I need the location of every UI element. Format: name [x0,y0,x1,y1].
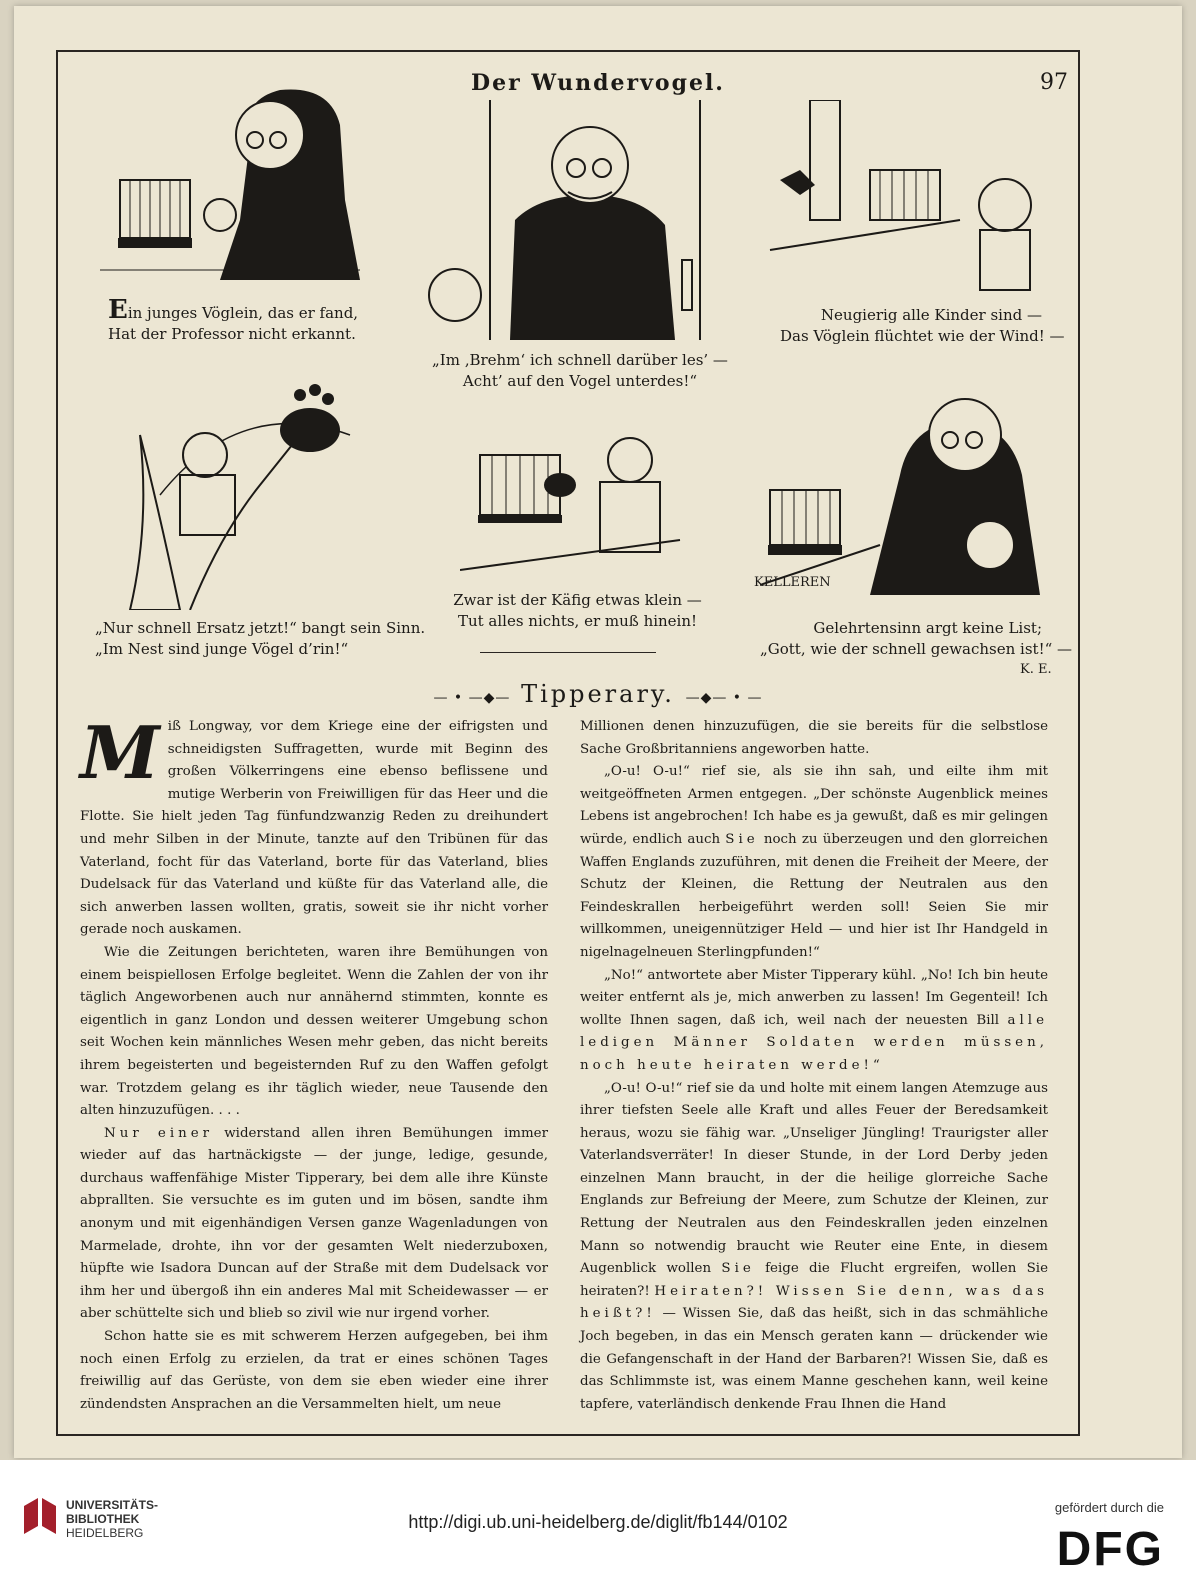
panel-professor-finds-bird [100,80,370,295]
panel-2-caption: „Im ‚Brehm‘ ich schnell darüber les’ — Acht’ auf den Vogel unterdes!“ [432,351,728,390]
panel-3-caption: Neugierig alle Kinder sind — Das Vöglein flüchtet wie der Wind! — [780,306,1065,345]
article-title-row [0,680,1196,708]
article-column-left [80,710,548,1416]
panel-1-caption: Ein junges Vöglein, das er fand, Hat der Professor nicht erkannt. [108,295,359,343]
funding-note: gefördert durch die [1054,1500,1164,1515]
panel-5-caption: Zwar ist der Käfig etwas klein — Tut alles nichts, er muß hinein! [453,591,702,630]
running-title: Der Wundervogel. [471,70,725,96]
panel-6-caption: Gelehrtensinn argt keine List; „Gott, wie der schnell gewachsen ist!“ — [760,619,1073,658]
article-title: Tipperary. [521,680,675,708]
author-initials: K. E. [1020,662,1052,677]
paragraph: „O-u! O-u!“ rief sie da und holte mit einem langen Atemzuge aus ihrer tiefsten Seele alle Kraft und alles Feuer der Beredsamkeit heraus, wozu sie fähig war. „Unseliger Jüngling! Traurigster aller Vaterlandsverräter! In dieser Stunde, in der Lord Derby jeden einzelnen Mann braucht, in der die heilige glorreiche Sache Englands zur Befreiung der Meere, zum Schutze der Kleinen, zur Rettung der Neutralen aus den Feindeskrallen jeden einzelnen Mann so notwendig braucht wie Reuter eine Ente, in diesem Augenblick wollen Sie feige die Flucht ergreifen, wollen Sie heiraten?! Heiraten?! Wissen Sie denn, was das heißt?! — Wissen Sie, daß das heißt, sich in das schmähliche Joch begeben, in das ein Mensch geraten kann — drückender wie die Gefangenschaft in der Hand der Barbaren?! Wissen Sie, daß es das Schlimmste ist, was einem Manne geschehen kann, weil keine tapfere, vaterländisch denkende Frau Ihnen die Hand [580,1080,1048,1412]
paragraph: Schon hatte sie es mit schwerem Herzen aufgegeben, bei ihm noch einen Erfolg zu erzielen, da trat er eines schönen Tages freiwillig auf das Gerüste, von dem sie eben wieder eine ihrer zündendsten Ansprachen an die Versammelten hielt, um neue [80,1329,548,1412]
paragraph: Millionen denen hinzuzufügen, die sie bereits für die selbstlose Sache Großbritanniens angeworben hatte. [580,719,1048,757]
title-ornament-left: — • —◆— [433,690,511,706]
panel-boy-fills-cage [460,430,700,590]
caption-initial: E [108,295,128,325]
paragraph: „O-u! O-u!“ rief sie, als sie ihn sah, und eilte ihm mit weitgeöffneten Armen entgegen. „Der schönste Augenblick meines Lebens ist angebrochen! Ich habe es ja gewußt, daß es mir gelingen würde, endlich auch Sie noch zu überzeugen und den glorreichen Waffen Englands zuzuführen, mit denen die Freiheit der Meere, der Schutz der Kleinen, die Rettung der Neutralen aus den Feindeskrallen herbeigeführt werden soll! Seien Sie mir willkommen, uneigennütziger Held — und hier ist Ihr Handgeld in nigelnagelneuen Sterlingpfunden!“ [580,764,1048,960]
article-column-right [580,716,1048,1416]
viewer-footer [0,1460,1196,1588]
drop-initial: M [80,710,160,795]
panel-divider [480,652,656,653]
artist-signature: KELLEREN [754,575,831,590]
panel-boy-climbs-tree [100,375,390,610]
panel-bird-escapes [760,100,1050,295]
panel-professor-leaves [420,100,710,340]
panel-professor-amazed [754,385,1050,605]
paragraph: Wie die Zeitungen berichteten, waren ihre Bemühungen von einem beispiellosen Erfolge begleitet. Wenn die Zahlen der von ihr täglich Angeworbenen auch nur annähernd stimmten, konnte es eigentlich in ganz London und dessen weiterer Umgebung schon seit Wochen kein männliches Wesen mehr geben, das nicht bereits ihrem begeisterten und begeisternden Ruf zu den Waffen gefolgt war. Trotzdem gelang es ihr täglich wieder, neue Tausende den alten hinzuzufügen. . . . [80,944,548,1119]
paragraph: Miß Longway, vor dem Kriege eine der eifrigsten und schneidigsten Suffragetten, wurde mit Beginn des großen Völkerringens eine ebenso beflissene und mutige Werberin von Freiwilligen für das Heer und die Flotte. Sie hielt jeden Tag fünfundzwanzig Reden zu dreihundert und mehr Silben in der Minute, tanzte auf den Tribünen für das Vaterland, focht für das Vaterland, borte für das Vaterland, blies Dudelsack für das Vaterland und küßte für das Vaterland alle, die sich anwerben lassen wollten, gratis, soweit sie ihr nicht vorher gerade noch auskamen. [80,710,548,938]
panel-4-caption: „Nur schnell Ersatz jetzt!“ bangt sein Sinn. „Im Nest sind junge Vögel d’rin!“ [95,619,426,658]
permalink-url[interactable]: http://digi.ub.uni-heidelberg.de/diglit/fb144/0102 [408,1512,788,1532]
library-name[interactable]: UNIVERSITÄTS- BIBLIOTHEK HEIDELBERG [66,1498,159,1540]
title-ornament-right: —◆— • — [685,690,763,706]
paragraph: Nur einer widerstand allen ihren Bemühungen immer wieder auf das hartnäckigste — der junge, ledige, gesunde, durchaus waffenfähige Mister Tipperary, bei dem alle ihre Künste abprallten. Sie versuchte es im guten und im bösen, sandte ihm anonym und mit eigenhändigen Versen ganze Wagenladungen von Marmelade, drohte, ihn vor der gesamten Welt niederzuboxen, hüpfte wie Isadora Duncan auf der Straße mit dem Dudelsack vor ihm her und übergoß ihn ein anderes Mal mit Scheidewasser — er aber schüttelte sich und blieb so zivil wie nur irgend vorher. [80,1125,548,1322]
dfg-logo[interactable]: DFG [1056,1523,1164,1576]
paragraph: „No!“ antwortete aber Mister Tipperary kühl. „No! Ich bin heute weiter entfernt als je, mich anwerben zu lassen! Im Gegenteil! Ich wollte Ihnen sagen, daß ich, weil nach der neuesten Bill alle ledigen Männer Soldaten werden müssen, noch heute heiraten werde!“ [580,967,1048,1073]
page-number: 97 [1040,70,1068,95]
